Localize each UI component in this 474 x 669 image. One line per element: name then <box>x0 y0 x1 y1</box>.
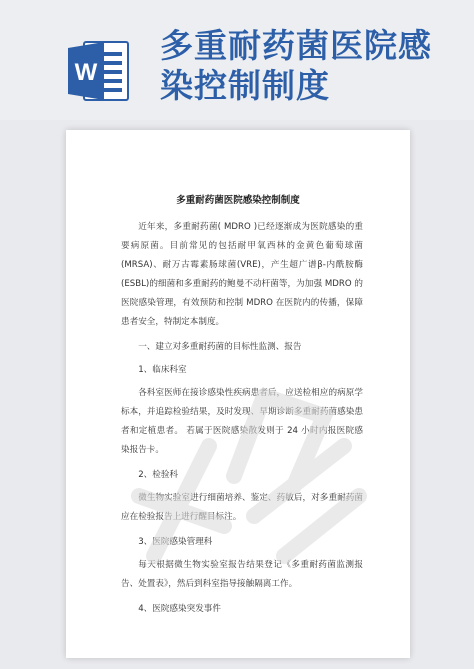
subsection-heading-clinical: 1、临床科室 <box>138 365 187 375</box>
word-icon-letter: W <box>74 59 98 86</box>
banner-title: 多重耐药菌医院感染控制制度 <box>160 26 432 105</box>
subsection-heading-lab: 2、检验科 <box>138 470 179 480</box>
paragraph-infection-mgmt: 每天根据微生物实验室报告结果登记《多重耐药菌监测报告、处置表》，然后到科室指导接触隔离工作。 <box>121 560 363 589</box>
paragraph-lab: 微生物实验室进行细菌培养、鉴定、药敏后，对多重耐药菌应在检验报告上进行醒目标注。 <box>121 493 363 522</box>
subsection-heading-outbreak: 4、医院感染突发事件 <box>138 604 221 614</box>
subsection-heading-infection-mgmt: 3、医院感染管理科 <box>138 537 213 547</box>
section-heading-1: 一、建立对多重耐药菌的目标性监测、报告 <box>138 342 302 352</box>
document-page <box>66 130 410 658</box>
paragraph-clinical: 各科室医师在接诊感染性疾病患者后，应送检相应的病原学标本，并追踪检验结果，及时发现、早期诊断多重耐药菌感染患者和定植患者。 若属于医院感染散发则于 24 小时内报医院感染报告卡。 <box>121 388 363 455</box>
banner <box>0 0 474 120</box>
document-title: 多重耐药菌医院感染控制制度 <box>176 195 300 206</box>
word-icon <box>68 38 130 104</box>
paragraph-intro: 近年来，多重耐药菌( MDRO )已经逐渐成为医院感染的重要病原菌。目前常见的包括耐甲氧西林的金黄色葡萄球菌(MRSA)、耐万古霉素肠球菌(VRE)，产生超广谱β-内酰胺酶(ESBL)的细菌和多重耐药的鲍曼不动杆菌等，为加强 MDRO 的医院感染管理，有效预防和控制 MDRO 在医院内的传播，保障患者安全，特制定本制度。 <box>121 222 363 327</box>
document-body <box>121 218 363 623</box>
